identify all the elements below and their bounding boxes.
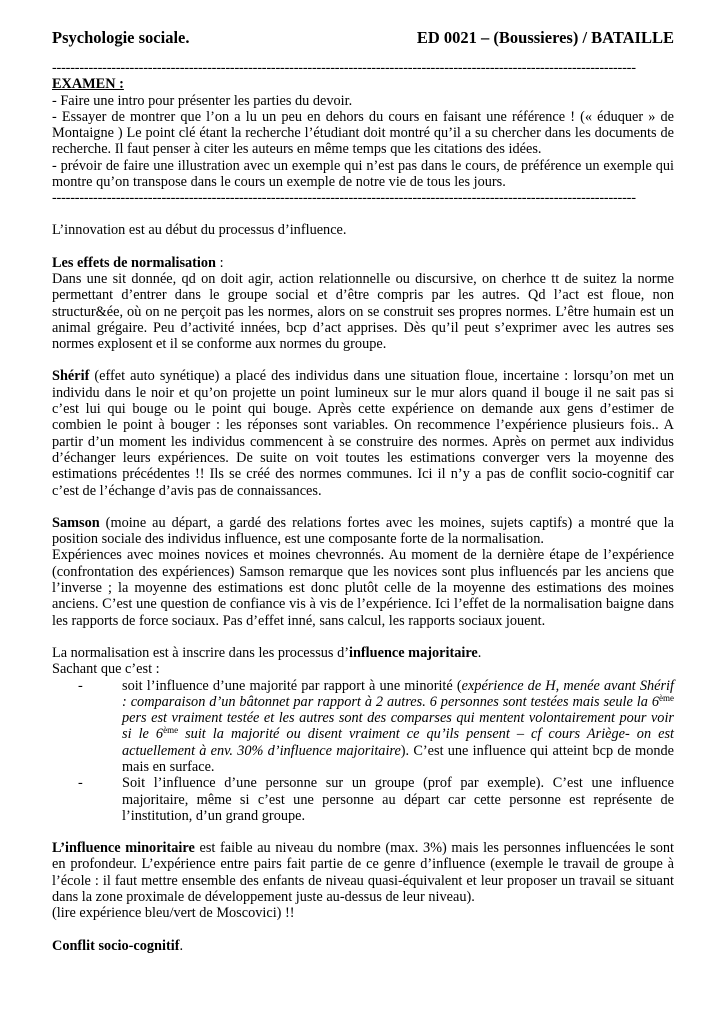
normalisation-heading: Les effets de normalisation	[52, 254, 216, 271]
samson-name: Samson	[52, 514, 100, 531]
header-course-title: Psychologie sociale.	[52, 28, 190, 47]
minoritaire-note: (lire expérience bleu/vert de Moscovici) !!	[52, 905, 295, 922]
item1-start: soit l’influence d’une majorité par rapport à une minorité (	[122, 677, 462, 694]
exam-line-2: - Essayer de montrer que l’on a lu un peu en dehors du cours en faisant une référence ! (« éduquer » de Montaigne ) Le point clé étant la recherche l’étudiant doit montré qu’il a su chercher dans les documents de recherche. Il faut penser à citer les auteurs en même temps que les citations des idées.	[52, 108, 674, 158]
conflit-text-after: .	[179, 937, 184, 954]
conflit-heading: Conflit socio-cognitif	[52, 937, 180, 954]
exam-line-1: - Faire une intro pour présenter les parties du devoir.	[52, 92, 353, 109]
minoritaire-paragraph	[52, 840, 674, 905]
separator-top: --------------------------------------------------------------------------------------------------------------------------------	[52, 60, 636, 77]
item1-italic-1: expérience de H, menée avant Shérif : comparaison d’un bâtonnet par rapport à 2 autres. 6 personnes sont testées mais seule la 6	[122, 677, 674, 710]
majoritaire-text-after: .	[477, 644, 482, 661]
normalisation-paragraph: Dans une sit donnée, qd on doit agir, action relationnelle ou discursive, on cherhce tt de suitez la norme permettant d’entrer dans le groupe social et d’être compris par les autres. Qd l’act est floue, non structur&ée, où on ne perçoit pas les normes, alors on se construit ses propres normes. L’être humain est un animal grégaire. Peu d’activité innées, bcp d’act apprises. Dès qu’il peut s’exprimer avec les autres ses normes explosent et il se conforme aux normes du groupe.	[52, 270, 674, 353]
sherif-name: Shérif	[52, 368, 90, 385]
exam-line-3: - prévoir de faire une illustration avec un exemple qui n’est pas dans le cours, de préférence un exemple qui montre qu’on transpose dans le cours un exemple de notre vie de tous les jours.	[52, 157, 674, 191]
intro-paragraph: L’innovation est au début du processus d’influence.	[52, 222, 347, 239]
item1-italic-3: suit la majorité ou disent vraiment ce qu’ils pensent – cf cours Ariège- on est actuellement à env. 30% d’influence majoritaire	[122, 726, 675, 759]
header-course-code: ED 0021 – (Boussieres) / BATAILLE	[416, 28, 674, 47]
normalisation-heading-colon: :	[216, 254, 224, 271]
majoritaire-text-before: La normalisation est à inscrire dans les processus d’	[52, 644, 349, 661]
sherif-text: (effet auto synétique) a placé des individus dans une situation floue, incertaine : lorsqu’on met un individu dans le noir et qu’on projette un point lumineux sur le mur alors quand il bouge il ne sait pas si c’est lui qui bouge ou le point qui bouge. Après cette expérience on demande aux gens d’estimer de combien le point à bouger : les réponses sont variables. On recommence l’expérience plusieurs fois.. A partir d’un moment les individus commencent à se construire des normes. Après on permet aux individus d’échanger leurs expériences. De suite on voit toutes les estimations converger vers la moyenne des estimations précédentes !! Ils se créé des normes communes. Ici il n’y a pas de conflit socio-cognitif car c’est de l’échange d’avis pas de connaissances.	[52, 368, 674, 499]
conflit-heading-line	[52, 938, 674, 954]
minoritaire-text: est faible au niveau du nombre (max. 3%) mais les personnes influencées le sont en profondeur. L’expérience entre pairs fait partie de ce genre d’influence (exemple le travail de groupe à l’école : il faut mettre ensemble des enfants de niveau quasi-équivalent et leur proposer un travail se situant dans la zone proximale de développement juste au-dessus de leur niveau).	[52, 840, 674, 906]
list-item: - Soit l’influence d’une personne sur un groupe (prof par exemple). C’est une influence majoritaire, même si c’est une personne au départ car cette personne est représente de l’institution, d’un grand groupe.	[122, 775, 674, 824]
page-header	[52, 30, 674, 46]
majoritaire-list	[52, 678, 674, 825]
item1-end: ). C’est une influence qui atteint bcp de monde mais en surface.	[122, 742, 675, 775]
samson-paragraph-2: Expériences avec moines novices et moines chevronnés. Au moment de la dernière étape de l’expérience (confrontation des expériences) Samson remarque que les novices sont plus influencés par les anciens que l’inverse ; la moyenne des estimations est donc plutôt celle de la moyenne des estimations des moines anciens. C’est une question de confiance vis à vis de l’expérience. Ici l’effet de la normalisation baigne dans les rapports de force sociaux. Pas d’effet inné, sans calcul, les rapports sociaux jouent.	[52, 547, 674, 629]
sherif-paragraph	[52, 368, 674, 498]
item1-italic-2: pers est vraiment testée et les autres sont des comparses qui mentent volontairement pour voir si le 6	[122, 710, 674, 743]
separator-bottom: --------------------------------------------------------------------------------------------------------------------------------	[52, 190, 636, 207]
exam-title: EXAMEN :	[52, 76, 124, 93]
normalisation-heading-line	[52, 255, 674, 271]
list-item	[122, 678, 674, 776]
majoritaire-intro	[52, 645, 674, 661]
samson-text: (moine au départ, a gardé des relations fortes avec les moines, sujets captifs) a montré que la position sociale des individus influence, est une composante forte de la normalisation.	[52, 514, 674, 548]
item1-superscript-1: ème	[659, 692, 674, 703]
item1-superscript-2: ème	[163, 725, 179, 736]
majoritaire-heading: influence majoritaire	[348, 644, 478, 661]
minoritaire-heading: L’influence minoritaire	[52, 840, 195, 857]
majoritaire-sachant: Sachant que c’est :	[52, 661, 160, 678]
document-page	[52, 30, 674, 954]
samson-paragraph	[52, 515, 674, 548]
